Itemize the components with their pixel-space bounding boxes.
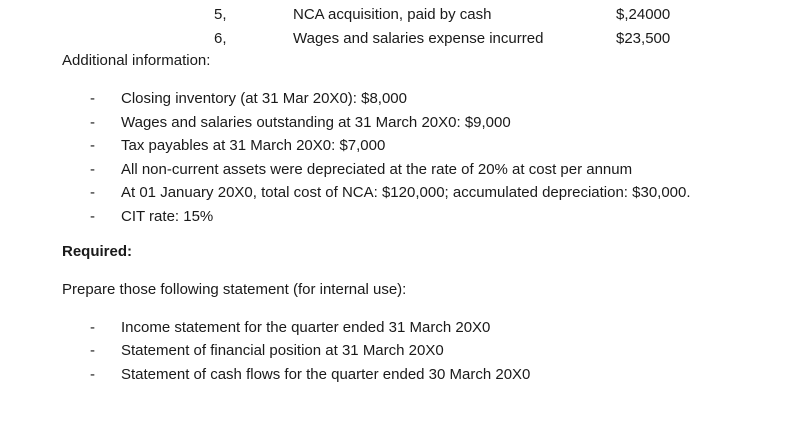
list-item-text: Statement of cash flows for the quarter ended 30 March 20X0 (121, 366, 531, 383)
transaction-amount: $23,500 (616, 30, 671, 47)
list-bullet: - (90, 366, 95, 383)
list-bullet: - (90, 114, 95, 131)
transaction-description: NCA acquisition, paid by cash (293, 6, 492, 23)
transaction-amount: $,24000 (616, 6, 671, 23)
list-item-text: Wages and salaries outstanding at 31 March 20X0: $9,000 (121, 114, 511, 131)
transaction-number: 5, (214, 6, 227, 23)
list-item-text: Closing inventory (at 31 Mar 20X0): $8,000 (121, 90, 407, 107)
list-bullet: - (90, 184, 95, 201)
required-heading: Required: (62, 243, 133, 260)
list-bullet: - (90, 90, 95, 107)
list-bullet: - (90, 208, 95, 225)
list-item-text: All non-current assets were depreciated at the rate of 20% at cost per annum (121, 161, 633, 178)
list-bullet: - (90, 342, 95, 359)
list-item-text: CIT rate: 15% (121, 208, 214, 225)
list-bullet: - (90, 319, 95, 336)
list-bullet: - (90, 137, 95, 154)
transaction-number: 6, (214, 30, 227, 47)
list-item-text: At 01 January 20X0, total cost of NCA: $120,000; accumulated depreciation: $30,000. (121, 184, 691, 201)
list-bullet: - (90, 161, 95, 178)
required-intro: Prepare those following statement (for internal use): (62, 281, 407, 298)
additional-info-heading: Additional information: (62, 52, 211, 69)
transaction-description: Wages and salaries expense incurred (293, 30, 544, 47)
list-item-text: Income statement for the quarter ended 31 March 20X0 (121, 319, 491, 336)
list-item-text: Statement of financial position at 31 March 20X0 (121, 342, 444, 359)
list-item-text: Tax payables at 31 March 20X0: $7,000 (121, 137, 386, 154)
